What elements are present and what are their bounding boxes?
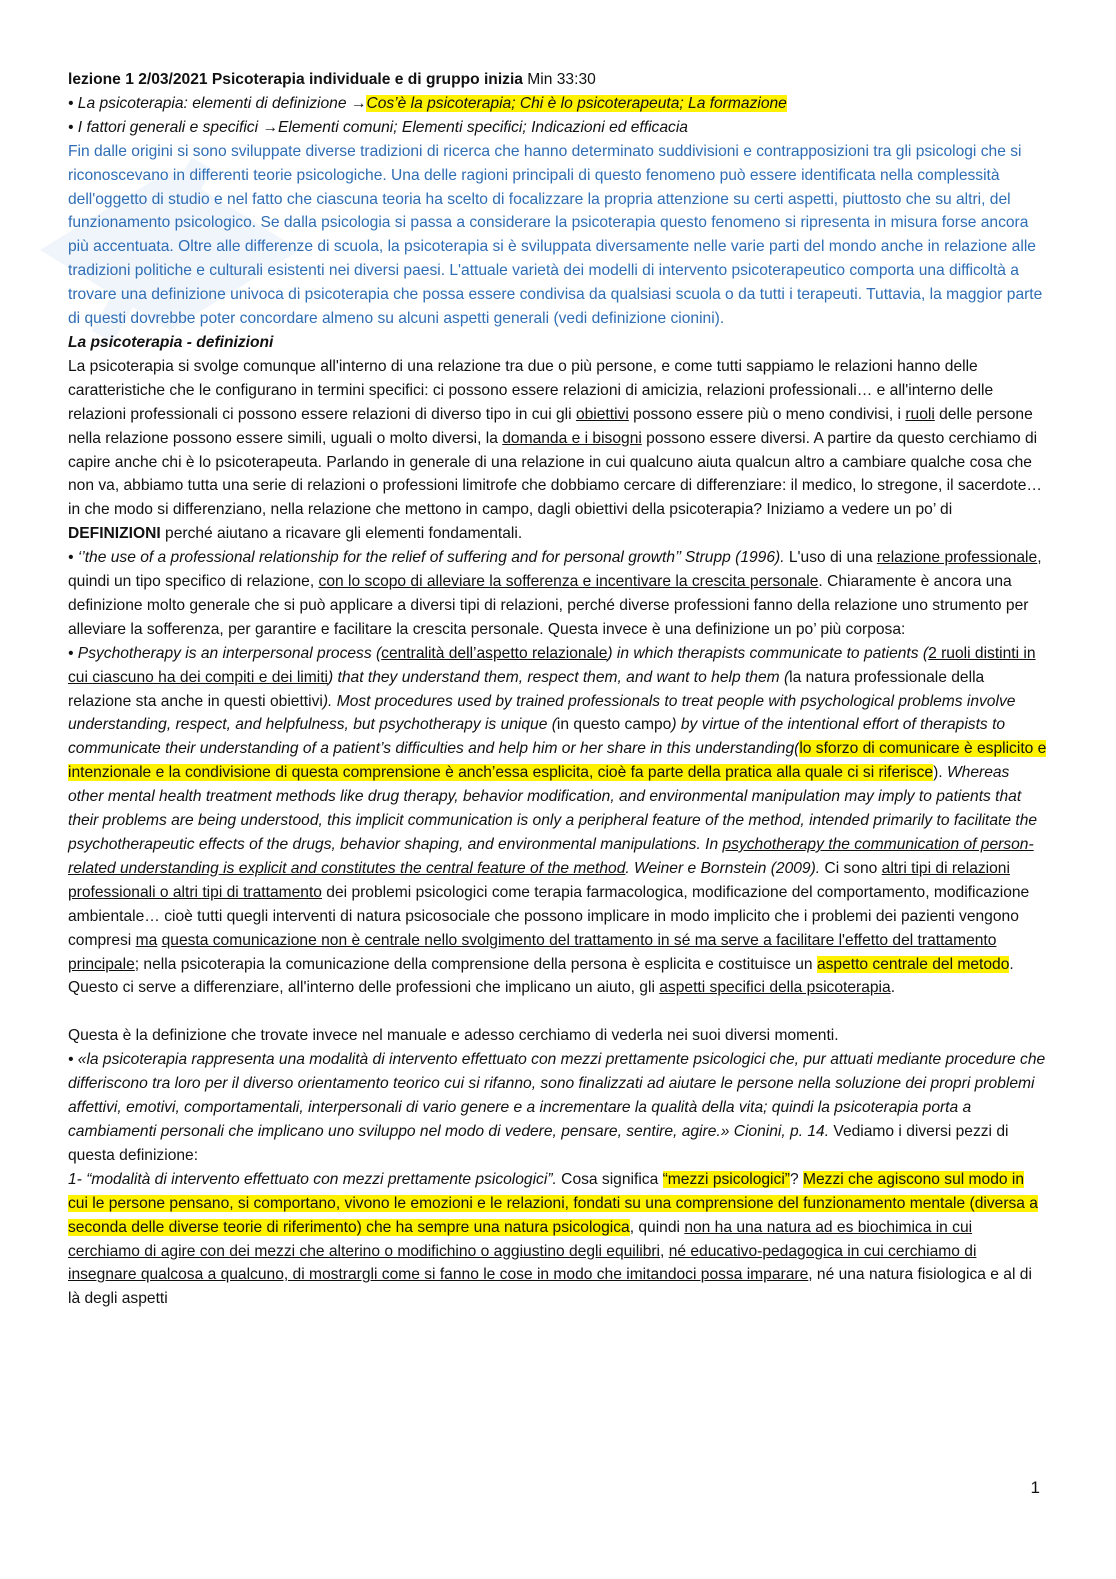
paragraph-gap xyxy=(68,1000,1048,1024)
arrow-icon: → xyxy=(350,94,367,112)
arrow-icon: → xyxy=(262,118,278,136)
paragraph-6: 1- “modalità di intervento effettuato con mezzi prettamente psicologici”. Cosa significa “mezzi psicologici”? Mezzi che agiscono sul modo in cui le persone pensano, si comportano, vivono le emozioni e le relazioni, fondati su una comprensione del funzionamento mentale (diversa a seconda delle diverse teorie di riferimento) che ha sempre una natura psicologica, quindi non ha una natura ad es biochimica in cui cerchiamo di agire con dei mezzi che alterino o modifichino o aggiustino degli equilibri, né educativo-pedagogica in cui cerchiamo di insegnare qualcosa a qualcuno, di mostrargli come si fanno le cose in modo che imitandoci possa imparare, né una natura fisiologica e al di là degli aspetti xyxy=(68,1170,1038,1308)
section-title: La psicoterapia - definizioni xyxy=(68,333,274,351)
paragraph-5: • «la psicoterapia rappresenta una modalità di intervento effettuato con mezzi prettamente psicologici che, pur attuati mediante procedure che differiscono tra loro per il diverso orientamento teorico cui si rifanno, sono finalizzati ad aiutare le persone nella soluzione dei propri problemi affettivi, emotivi, comportamentali, interpersonali di vario genere e a incrementare la qualità della vita; quindi la psicoterapia porta a cambiamenti personali che implicano uno sviluppo nel modo di vedere, pensare, sentire, agire.» Cionini, p. 14. Vediamo i diversi pezzi di questa definizione: xyxy=(68,1051,1046,1164)
blue-paragraph: Fin dalle origini si sono sviluppate diverse tradizioni di ricerca che hanno determinato suddivisioni e contrapposizioni tra gli psicologi che si riconoscevano in differenti teorie psicologiche. Una delle ragioni principali di questo fenomeno può essere identificata nella complessità dell'oggetto di studio e nel fatto che ciascuna teoria ha scelto di focalizzare la propria attenzione su certi aspetti, piuttosto che su altri, del funzionamento psicologico. Se dalla psicologia si passa a considerare la psicoterapia questo fenomeno si ripresenta in misura forse ancora più accentuata. Oltre alle differenze di scuola, la psicoterapia si è sviluppata diversamente nelle varie parti del mondo anche in relazione alle tradizioni politiche e culturali esistenti nei diversi paesi. L'attuale varietà dei modelli di intervento psicoterapeutico comporta una difficoltà a trovare una definizione univoca di psicoterapia che possa essere condivisa da qualsiasi scuola o da tutti i terapeuti. Tuttavia, la maggior parte di questi dovrebbe poter concordare almeno su alcuni aspetti generali (vedi definizione cionini). xyxy=(68,142,1043,328)
paragraph-2: • ‘’the use of a professional relationship for the relief of suffering and for personal growth’’ Strupp (1996). L'uso di una relazione professionale, quindi un tipo specifico di relazione, con lo scopo di alleviare la sofferenza e incentivare la crescita personale. Chiaramente è ancora una definizione molto generale che si può applicare a diversi tipi di relazioni, perché diverse professioni fanno della relazione uno strumento per alleviare la sofferenza, per garantire e facilitare la crescita personale. Questa invece è una definizione un po’ più corposa: xyxy=(68,549,1042,638)
paragraph-1: La psicoterapia si svolge comunque all'interno di una relazione tra due o più persone, e come tutti sappiamo le relazioni hanno delle caratteristiche che le configurano in termini specifici: ci possono essere relazioni di amicizia, relazioni professionali… e all'interno delle relazioni professionali ci possono essere relazioni di diverso tipo in cui gli obiettivi possono essere più o meno condivisi, i ruoli delle persone nella relazione possono essere simili, uguali o molto diversi, la domanda e i bisogni possono essere diversi. A partire da questo cerchiamo di capire anche chi è lo psicoterapeuta. Parlando in generale di una relazione in cui qualcuno aiuta qualcun altro a cambiare qualche cosa che non va, abbiamo tutta una serie di relazioni o professioni limitrofe che dobbiamo cercare di differenziare: il medico, lo stregone, il sacerdote… in che modo si differenziano, nella relazione che mettono in campo, dagli obiettivi della psicoterapia? Iniziamo a vedere un po’ di DEFINIZIONI perché aiutano a ricavare gli elementi fondamentali. xyxy=(68,357,1042,543)
intro-bullet: • I fattori generali e specifici →Elementi comuni; Elementi specifici; Indicazioni ed efficacia xyxy=(68,118,688,136)
paragraph-3: • Psychotherapy is an interpersonal process (centralità dell’aspetto relazionale) in which therapists communicate to patients (2 ruoli distinti in cui ciascuno ha dei compiti e dei limiti) that they understand them, respect them, and want to help them (la natura professionale della relazione sta anche in questi obiettivi). Most procedures used by trained professionals to treat people with psychological problems involve understanding, respect, and helpfulness, but psychotherapy is unique (in questo campo) by virtue of the intentional effort of therapists to communicate their understanding of a patient’s difficulties and help him or her share in this understanding(lo sforzo di comunicare è esplicito e intenzionale e la condivisione di questa comprensione è anch’essa esplicita, cioè fa parte della pratica alla quale ci si riferisce). Whereas other mental health treatment methods like drug therapy, behavior modification, and environmental manipulation may imply to patients that their problems are being understood, this implicit communication is only a peripheral feature of the method, intended primarily to facilitate the psychotherapeutic effects of the drugs, behavior shaping, and environmental manipulations. In psychotherapy the communication of person-related understanding is explicit and constitutes the central feature of the method. Weiner e Bornstein (2009). Ci sono altri tipi di relazioni professionali o altri tipi di trattamento dei problemi psicologici come terapia farmacologica, modificazione del comportamento, modificazione ambientale… cioè tutti quegli interventi di natura psicosociale che possono implicare in modo implicito che i problemi dei pazienti vengono compresi ma questa comunicazione non è centrale nello svolgimento del trattamento in sé ma serve a facilitare l'effetto del trattamento principale; nella psicoterapia la comunicazione della comprensione della persona è esplicita e costituisce un aspetto centrale del metodo. Questo ci serve a differenziare, all'interno delle professioni che implicano un aiuto, gli aspetti specifici della psicoterapia. xyxy=(68,644,1047,997)
page-number: 1 xyxy=(1030,1478,1040,1497)
intro-bullet: • La psicoterapia: elementi di definizione →Cos’è la psicoterapia; Chi è lo psicoterapeuta; La formazione xyxy=(68,94,787,112)
document-page xyxy=(68,68,1048,1311)
paragraph-4: Questa è la definizione che trovate invece nel manuale e adesso cerchiamo di vederla nei suoi diversi momenti. xyxy=(68,1027,839,1045)
lecture-heading: lezione 1 2/03/2021 Psicoterapia individuale e di gruppo inizia Min 33:30 xyxy=(68,71,596,88)
